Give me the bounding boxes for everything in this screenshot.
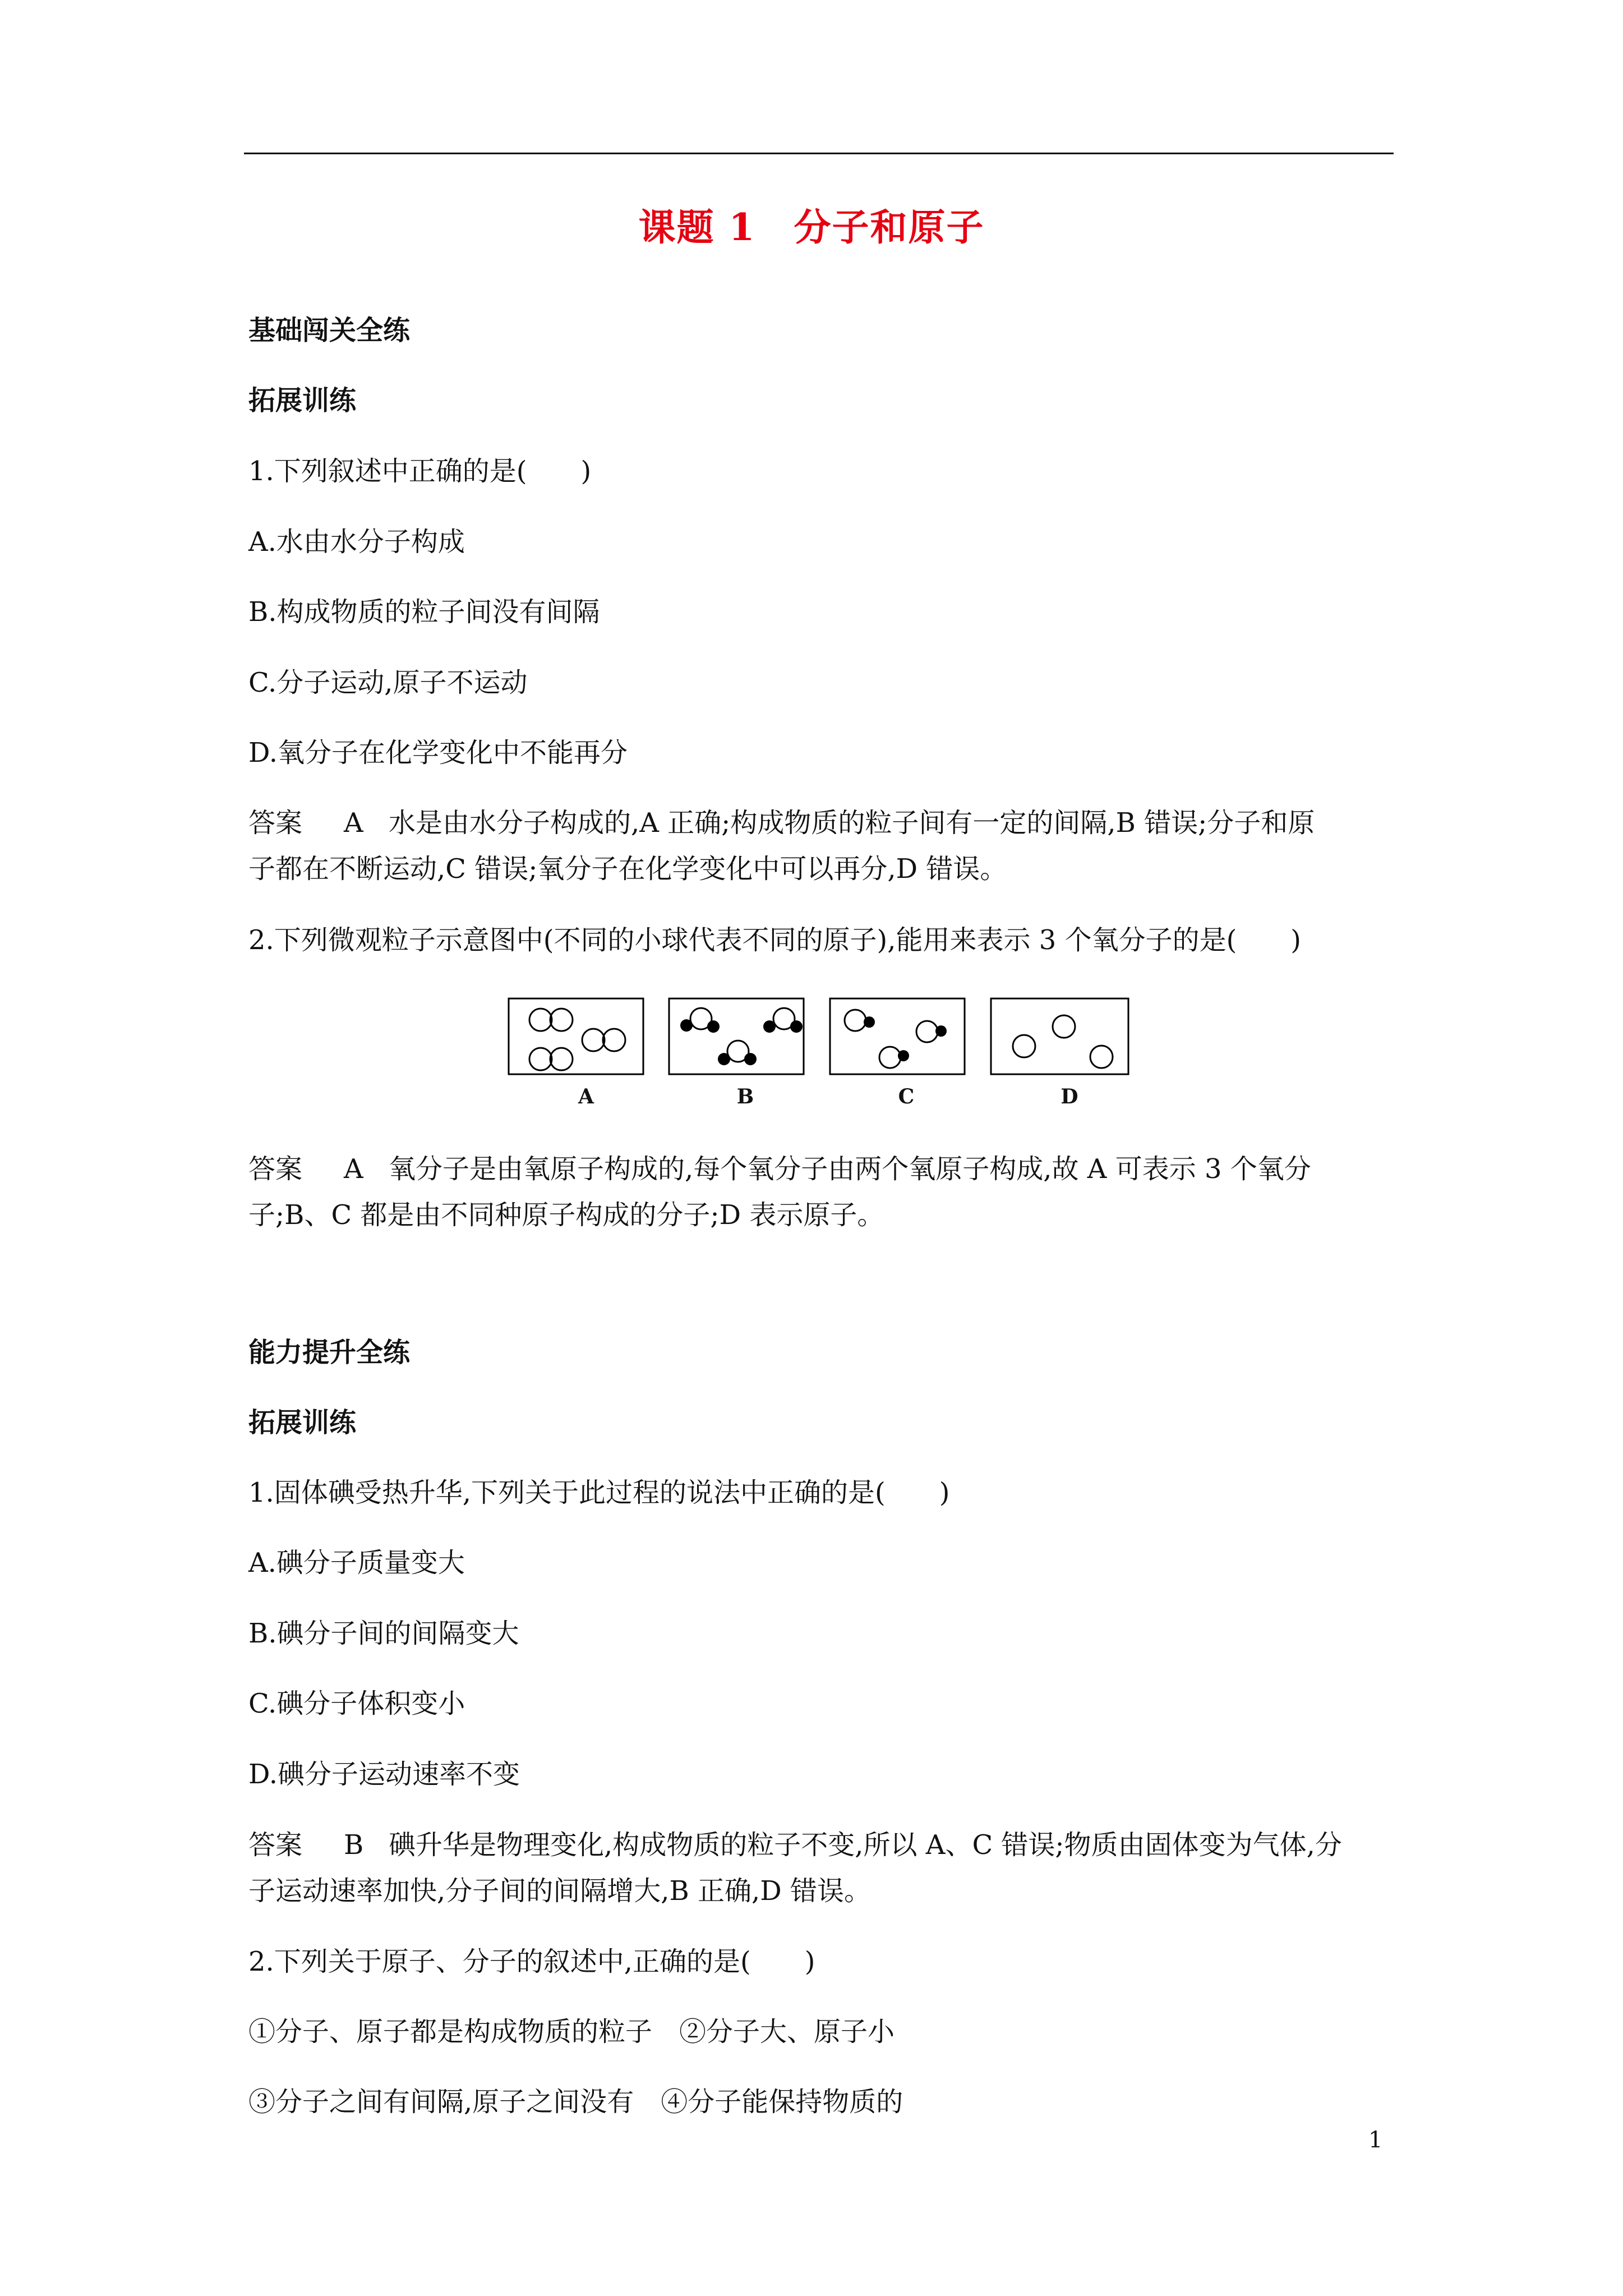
- question-4-stem: 2.下列关于原子、分子的叙述中,正确的是( ): [248, 1946, 815, 1977]
- atom-o: [529, 1048, 552, 1070]
- question-2-answer-cont: 子;B、C 都是由不同种原子构成的分子;D 表示原子。: [248, 1199, 884, 1231]
- question-1-answer: [248, 807, 1315, 839]
- question-1-stem: 1.下列叙述中正确的是( ): [248, 455, 592, 487]
- atom-o: [603, 1029, 625, 1051]
- diagram-box-b: [669, 999, 804, 1074]
- atom: [1090, 1046, 1113, 1068]
- question-2-stem: 2.下列微观粒子示意图中(不同的小球代表不同的原子),能用来表示 3 个氧分子的是( ): [248, 924, 1302, 956]
- question-1-option-b: B.构成物质的粒子间没有间隔: [248, 596, 600, 628]
- question-2-answer: [248, 1153, 1311, 1185]
- atom-small: [864, 1016, 875, 1028]
- answer-key: B: [344, 1829, 364, 1861]
- atom-small: [707, 1020, 720, 1033]
- answer-explanation: 水是由水分子构成的,A 正确;构成物质的粒子间有一定的间隔,B 错误;分子和原: [389, 807, 1315, 839]
- answer-key: A: [344, 1153, 363, 1185]
- question-1-option-a: A.水由水分子构成: [248, 526, 465, 558]
- question-3-option-c: C.碘分子体积变小: [248, 1688, 465, 1719]
- page-number: 1: [1368, 2127, 1383, 2153]
- section-heading-basic: 基础闯关全练: [248, 315, 411, 346]
- atom-large: [879, 1047, 901, 1068]
- question-3-option-a: A.碘分子质量变大: [248, 1547, 465, 1579]
- subheading-extension-2: 拓展训练: [248, 1407, 357, 1438]
- atom-small: [744, 1053, 757, 1065]
- answer-key: A: [344, 807, 363, 839]
- question-3-option-b: B.碘分子间的间隔变大: [248, 1618, 519, 1649]
- question-3-answer-cont: 子运动速率加快,分子间的间隔增大,B 正确,D 错误。: [248, 1875, 872, 1907]
- atom-o: [550, 1048, 573, 1070]
- atom-o: [550, 1009, 573, 1031]
- question-1-answer-cont: 子都在不断运动,C 错误;氧分子在化学变化中可以再分,D 错误。: [248, 853, 1007, 885]
- page-title: 课题 1 分子和原子: [638, 205, 985, 249]
- atom-small: [718, 1053, 730, 1065]
- question-3-option-d: D.碘分子运动速率不变: [248, 1759, 520, 1790]
- atom-small: [680, 1019, 693, 1032]
- diagram-box-a: [509, 999, 643, 1074]
- diagram-label-b: B: [736, 1085, 754, 1108]
- atom: [1013, 1035, 1035, 1057]
- atom: [1053, 1015, 1075, 1038]
- atom-small: [898, 1050, 909, 1061]
- question-1-option-c: C.分子运动,原子不运动: [248, 667, 528, 698]
- section-heading-advanced: 能力提升全练: [248, 1337, 411, 1368]
- atom-o: [529, 1009, 552, 1031]
- question-4-statements-1: ①分子、原子都是构成物质的粒子 ②分子大、原子小: [248, 2016, 895, 2047]
- answer-label: 答案: [248, 1829, 303, 1861]
- diagram-label-d: D: [1061, 1085, 1078, 1108]
- question-1-option-d: D.氧分子在化学变化中不能再分: [248, 737, 628, 769]
- diagram-label-a: A: [578, 1085, 594, 1108]
- subheading-extension: 拓展训练: [248, 385, 357, 416]
- header-rule: [244, 153, 1394, 154]
- answer-explanation: 碘升华是物理变化,构成物质的粒子不变,所以 A、C 错误;物质由固体变为气体,分: [389, 1829, 1342, 1861]
- question-3-answer: [248, 1829, 1342, 1861]
- diagram-label-c: C: [898, 1085, 915, 1108]
- diagram-box-c: [830, 999, 965, 1074]
- answer-label: 答案: [248, 1153, 303, 1185]
- atom-large: [916, 1021, 938, 1042]
- atom-large: [845, 1010, 866, 1031]
- atom-o: [582, 1029, 605, 1051]
- question-4-statements-2: ③分子之间有间隔,原子之间没有 ④分子能保持物质的: [248, 2086, 903, 2118]
- question-3-stem: 1.固体碘受热升华,下列关于此过程的说法中正确的是( ): [248, 1477, 950, 1508]
- answer-explanation: 氧分子是由氧原子构成的,每个氧分子由两个氧原子构成,故 A 可表示 3 个氧分: [389, 1153, 1311, 1185]
- atom-small: [763, 1020, 776, 1033]
- atom-small: [790, 1020, 803, 1033]
- atom-small: [935, 1025, 947, 1037]
- answer-label: 答案: [248, 807, 303, 839]
